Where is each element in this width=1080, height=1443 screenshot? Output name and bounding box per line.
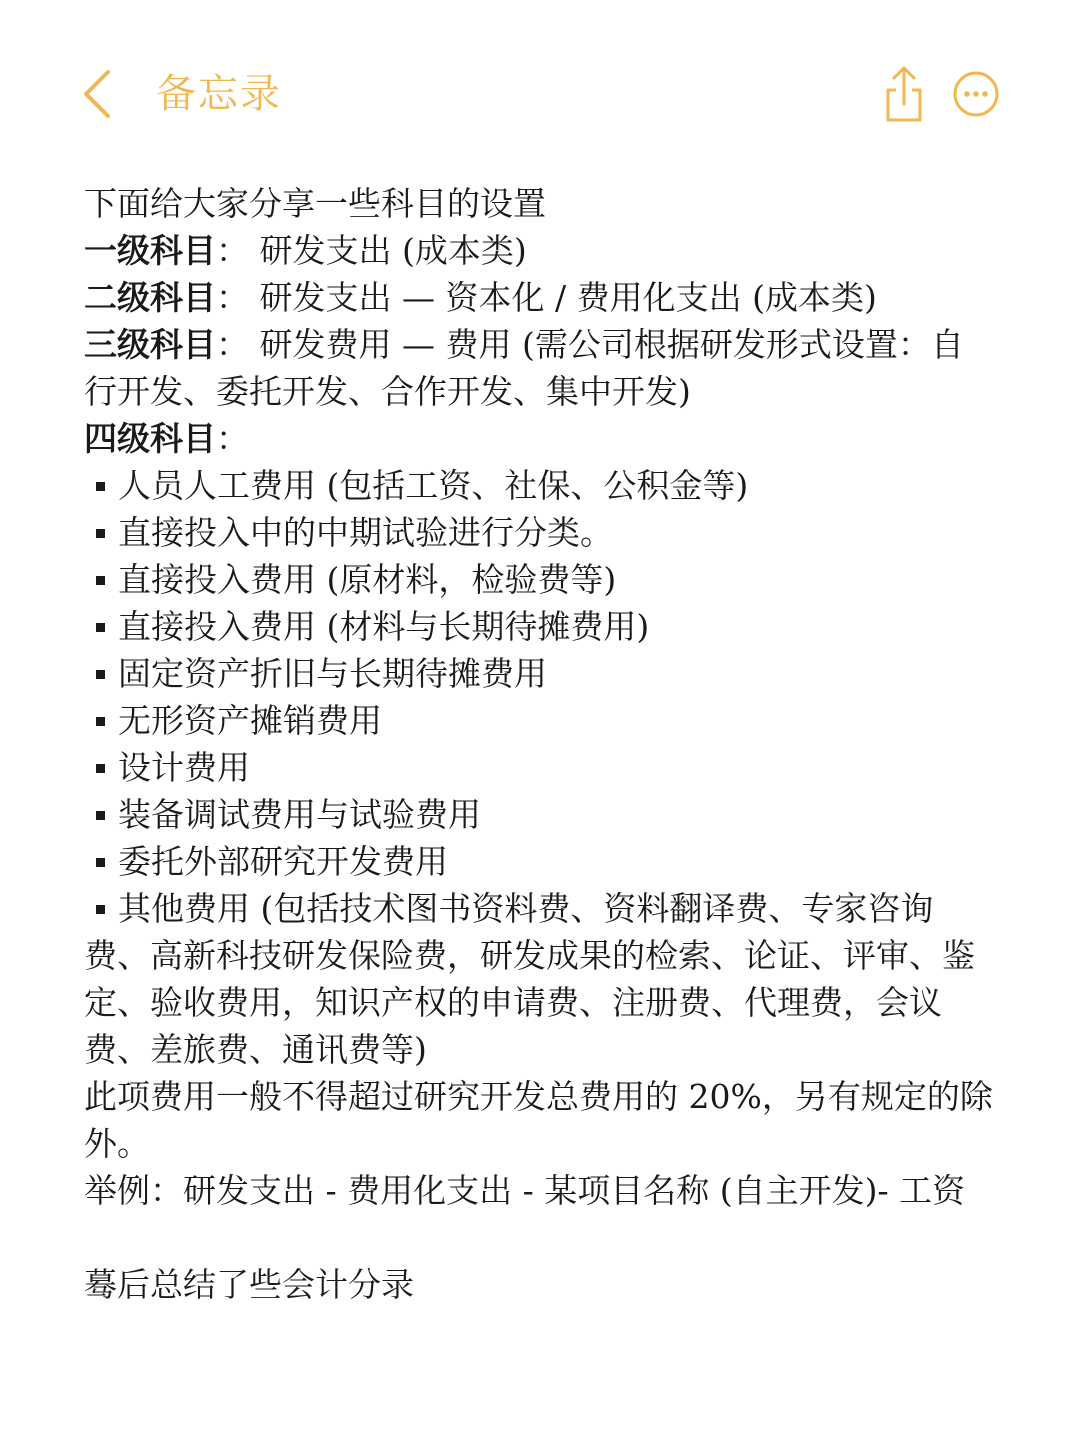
list-item	[84, 509, 994, 556]
closing-text: 蓦后总结了些会计分录	[84, 1265, 414, 1304]
list-item	[84, 462, 994, 509]
list-item	[84, 603, 994, 650]
bullet-square-icon	[96, 858, 105, 867]
level1-label: 一级科目	[84, 231, 216, 270]
list-item	[84, 697, 994, 744]
list-item-text: 固定资产折旧与长期待摊费用	[118, 654, 547, 693]
bullet-square-icon	[96, 717, 105, 726]
level4-line	[84, 415, 994, 462]
page-title: 备忘录	[156, 71, 282, 117]
note-intro: 下面给大家分享一些科目的设置	[84, 184, 546, 223]
level1-text: 研发支出 (成本类)	[259, 231, 527, 270]
level3-sep: ：	[216, 325, 249, 364]
list-item	[84, 744, 994, 791]
level3-text: 研发费用 — 费用 (需公司根据研发形式设置：自行开发、委托开发、合作开发、集中开发)	[84, 325, 964, 411]
list-item	[84, 650, 994, 697]
list-item	[84, 838, 994, 885]
level2-label: 二级科目	[84, 278, 216, 317]
level2-sep: ：	[216, 278, 249, 317]
bullet-square-icon	[96, 482, 105, 491]
list-item-text: 其他费用 (包括技术图书资料费、资料翻译费、专家咨询费、高新科技研发保险费，研发成果的检索、论证、评审、鉴定、验收费用，知识产权的申请费、注册费、代理费，会议费、差旅费、通讯费等)	[84, 889, 975, 1069]
list-item-text: 无形资产摊销费用	[118, 701, 382, 740]
limit-text: 此项费用一般不得超过研究开发总费用的 20%，另有规定的除外。	[84, 1077, 993, 1163]
list-item-text: 直接投入中的中期试验进行分类。	[118, 513, 613, 552]
level4-sep: ：	[216, 419, 249, 458]
level4-label: 四级科目	[84, 419, 216, 458]
level3-line	[84, 321, 994, 415]
list-item-text: 装备调试费用与试验费用	[118, 795, 481, 834]
list-item	[84, 556, 994, 603]
level1-sep: ：	[216, 231, 249, 270]
more-button[interactable]	[952, 70, 1000, 118]
list-item	[84, 791, 994, 838]
level3-label: 三级科目	[84, 325, 216, 364]
blank-line	[84, 1214, 994, 1261]
list-item-text: 委托外部研究开发费用	[118, 842, 448, 881]
bullet-square-icon	[96, 670, 105, 679]
share-button[interactable]	[880, 64, 928, 124]
note-body[interactable]	[84, 180, 994, 1308]
bullet-square-icon	[96, 529, 105, 538]
level2-text: 研发支出 — 资本化 / 费用化支出 (成本类)	[259, 278, 877, 317]
chevron-left-icon	[80, 66, 120, 122]
bullet-square-icon	[96, 811, 105, 820]
bullet-square-icon	[96, 576, 105, 585]
ellipsis-circle-icon	[952, 70, 1000, 118]
list-item-wrapped	[84, 885, 994, 1073]
level2-line	[84, 274, 994, 321]
list-item-text: 直接投入费用 (原材料，检验费等)	[118, 560, 617, 599]
share-icon	[880, 64, 928, 124]
list-item-text: 直接投入费用 (材料与长期待摊费用)	[118, 607, 650, 646]
level1-line	[84, 227, 994, 274]
list-item-text: 设计费用	[118, 748, 250, 787]
back-button[interactable]	[80, 66, 120, 122]
example-text: 举例：研发支出 - 费用化支出 - 某项目名称 (自主开发)- 工资	[84, 1171, 966, 1210]
list-item-text: 人员人工费用 (包括工资、社保、公积金等)	[118, 466, 749, 505]
bullet-square-icon	[96, 623, 105, 632]
navigation-bar	[0, 0, 1080, 160]
bullet-square-icon	[96, 905, 105, 914]
bullet-square-icon	[96, 764, 105, 773]
